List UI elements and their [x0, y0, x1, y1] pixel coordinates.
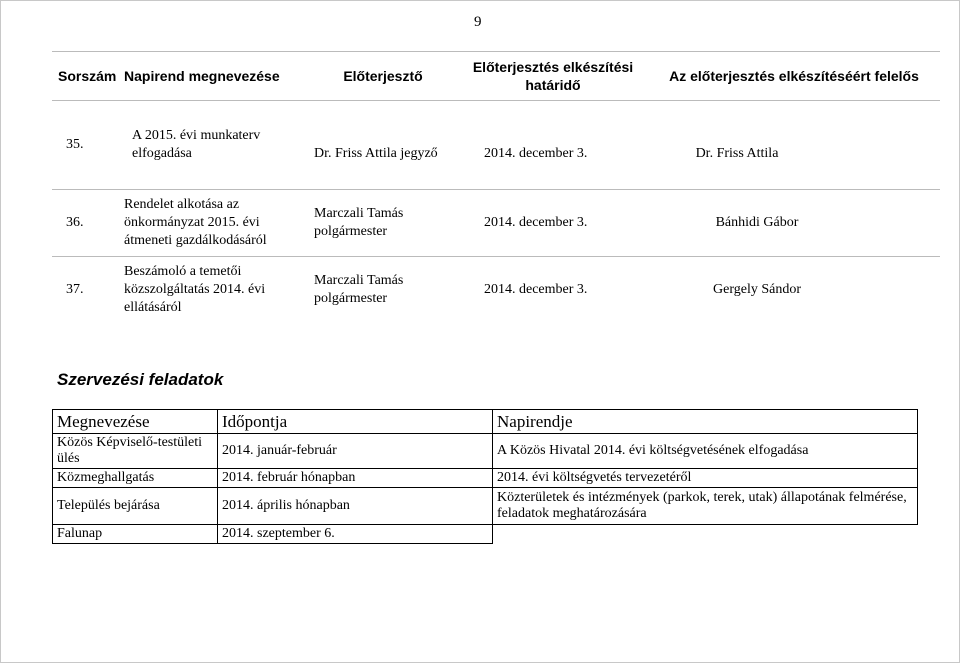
row-time: 2014. szeptember 6.	[218, 525, 493, 544]
row-num: 36.	[52, 190, 118, 257]
header-num: Sorszám	[52, 52, 118, 101]
row-responsible: Bánhidi Gábor	[648, 190, 940, 257]
header-time: Időpontja	[218, 410, 493, 434]
row-deadline: 2014. december 3.	[458, 190, 648, 257]
row-name: Beszámoló a temetői közszolgáltatás 2014. évi ellátásáról	[118, 257, 308, 324]
org-header-row	[53, 410, 918, 434]
row-agenda: Közterületek és intézmények (parkok, terek, utak) állapotának felmérése, feladatok meghatározására	[493, 488, 918, 525]
header-responsible: Az előterjesztés elkészítéséért felelős	[648, 52, 940, 101]
table-row	[53, 525, 918, 544]
header-name: Napirend megnevezése	[118, 52, 308, 101]
header-deadline: Előterjesztés elkészítési határidő	[458, 52, 648, 101]
row-presenter: Dr. Friss Attila jegyző	[308, 101, 458, 190]
row-name: Település bejárása	[53, 488, 218, 525]
organizational-table	[52, 409, 918, 544]
row-agenda	[493, 525, 918, 544]
agenda-header-row	[52, 52, 940, 101]
row-name: Falunap	[53, 525, 218, 544]
row-name: A 2015. évi munkaterv elfogadása	[118, 101, 308, 190]
table-row	[53, 488, 918, 525]
row-name: Rendelet alkotása az önkormányzat 2015. évi átmeneti gazdálkodásáról	[118, 190, 308, 257]
row-responsible: Dr. Friss Attila	[648, 101, 940, 190]
header-presenter: Előterjesztő	[308, 52, 458, 101]
row-name: Közös Képviselő-testületi ülés	[53, 434, 218, 469]
section-title: Szervezési feladatok	[57, 370, 224, 389]
row-num: 37.	[52, 257, 118, 324]
row-time: 2014. január-február	[218, 434, 493, 469]
table-row	[52, 190, 940, 257]
row-presenter: Marczali Tamás polgármester	[308, 257, 458, 324]
header-name: Megnevezése	[53, 410, 218, 434]
row-time: 2014. április hónapban	[218, 488, 493, 525]
row-presenter: Marczali Tamás polgármester	[308, 190, 458, 257]
row-deadline: 2014. december 3.	[458, 101, 648, 190]
row-agenda: 2014. évi költségvetés tervezetéről	[493, 469, 918, 488]
agenda-table	[52, 51, 940, 323]
row-name: Közmeghallgatás	[53, 469, 218, 488]
header-agenda: Napirendje	[493, 410, 918, 434]
row-num: 35.	[52, 101, 118, 190]
table-row	[53, 434, 918, 469]
table-row	[52, 101, 940, 190]
table-row	[53, 469, 918, 488]
table-row	[52, 257, 940, 324]
row-responsible: Gergely Sándor	[648, 257, 940, 324]
row-time: 2014. február hónapban	[218, 469, 493, 488]
row-deadline: 2014. december 3.	[458, 257, 648, 324]
page-number: 9	[474, 14, 482, 30]
row-agenda: A Közös Hivatal 2014. évi költségvetésének elfogadása	[493, 434, 918, 469]
